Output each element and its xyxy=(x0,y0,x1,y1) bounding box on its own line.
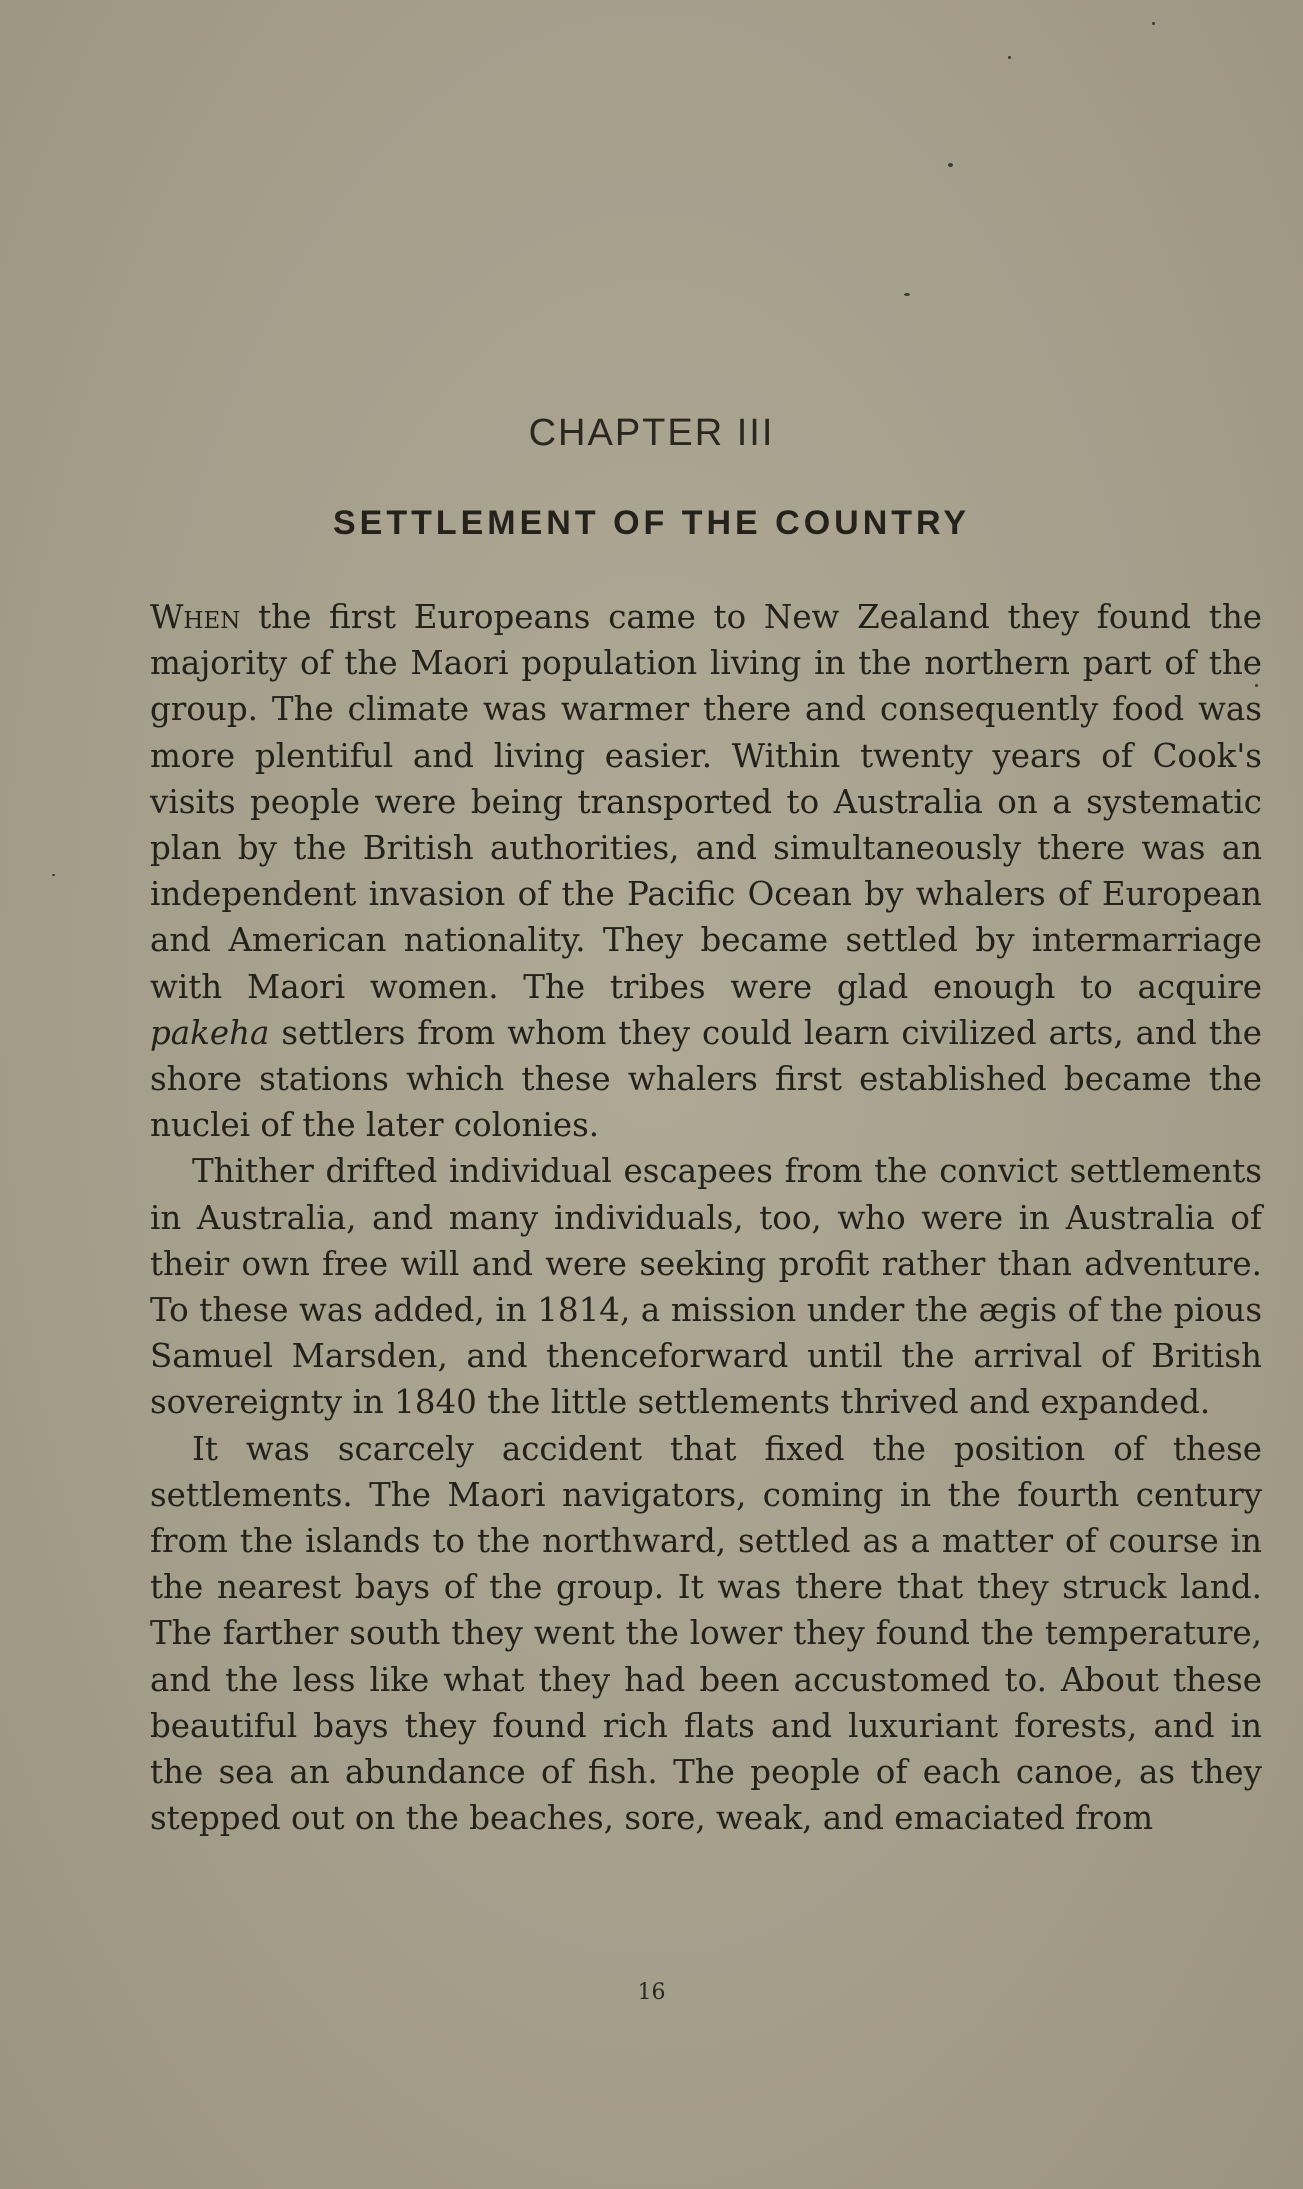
paper-speck xyxy=(904,293,910,296)
paragraph-3: It was scarcely accident that fixed the position of these settlements. The Maori navigators, coming in the fourth century from the islands to the northward, settled as a matter of course in the nearest bays of the group. It was there that they struck land. The farther south they went the lower they found the temperature, and the less like what they had been accustomed to. About these beautiful bays they found rich flats and luxuriant forests, and in the sea an abundance of fish. The people of each canoe, as they stepped out on the beaches, sore, weak, and emaciated from xyxy=(150,1429,1262,1838)
paper-speck xyxy=(948,163,953,167)
chapter-number: CHAPTER III xyxy=(528,412,775,454)
paragraph-2: Thither drifted individual escapees from the convict settlements in Australia, and many individuals, too, who were in Australia of their own free will and were seeking profit rather than adventure. To these was added, in 1814, a mission under the ægis of the pious Samuel Marsden, and thenceforward until the arrival of British sovereignty in 1840 the little settlements thrived and expanded. xyxy=(150,1152,1262,1422)
paragraph-1 xyxy=(150,594,1262,1148)
paragraph-1-text-a: the first Europeans came to New Zealand they found the majority of the Maori population living in the northern part of the group. The climate was warmer there and consequently food was more plentiful and living easier. Within twenty years of Cook's visits people were being transported to Australia on a systematic plan by the British authorities, and simultaneously there was an independent invasion of the Pacific Ocean by whalers of European and American nationality. They became settled by intermarriage with Maori women. The tribes were glad enough to acquire xyxy=(150,598,1262,1006)
italic-term: pakeha xyxy=(150,1013,270,1052)
body-text xyxy=(150,594,1262,1841)
paper-speck xyxy=(1008,56,1011,59)
paper-speck xyxy=(52,874,55,876)
chapter-title: SETTLEMENT OF THE COUNTRY xyxy=(332,504,971,542)
paper-speck xyxy=(1152,22,1155,25)
paragraph-1-text-b: settlers from whom they could learn civilized arts, and the shore stations which these whalers first established became the nuclei of the later colonies. xyxy=(150,1013,1262,1145)
page-number: 16 xyxy=(637,1980,666,2005)
lead-word: When xyxy=(150,598,241,636)
